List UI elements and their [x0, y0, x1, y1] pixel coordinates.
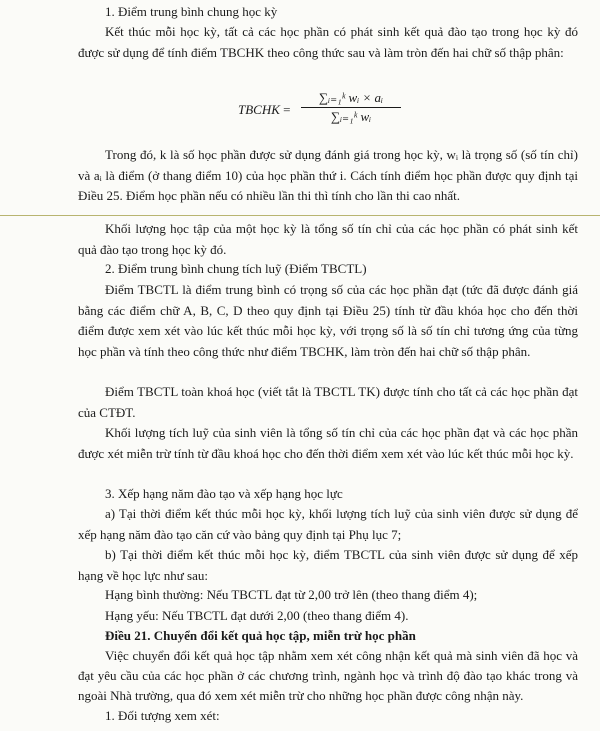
paragraph-khoi-luong-tich-luy: Khối lượng tích luỹ của sinh viên là tổng số tín chỉ của các học phần đạt và các học phần được xét miễn trừ tính từ đầu khoá học cho đến thời điểm xem xét vào lúc kết thúc mỗi học kỳ. — [78, 425, 578, 461]
heading-xep-hang: 3. Xếp hạng năm đào tạo và xếp hạng học lực — [105, 486, 343, 501]
formula-tbchk — [238, 90, 498, 130]
heading-dieu-21: Điều 21. Chuyển đổi kết quả học tập, miễn trừ học phần — [105, 628, 416, 643]
paragraph-tbctl-tk: Điểm TBCTL toàn khoá học (viết tắt là TBCTL TK) được tính cho tất cả các học phần đạt của CTĐT. — [78, 384, 578, 420]
heading-tbctl: 2. Điểm trung bình chung tích luỹ (Điểm TBCTL) — [105, 261, 367, 276]
heading-doi-tuong: 1. Đối tượng xem xét: — [105, 708, 220, 723]
paragraph-xep-hang-a: a) Tại thời điểm kết thúc mỗi học kỳ, khối lượng tích luỹ của sinh viên được sử dụng để xếp hạng năm đào tạo căn cứ vào bảng quy định tại Phụ lục 7; — [78, 506, 578, 542]
paragraph-tbchk-intro: Kết thúc mỗi học kỳ, tất cả các học phần có phát sinh kết quả đào tạo trong học kỳ đó được sử dụng để tính điểm TBCHK theo công thức sau và làm tròn đến hai chữ số thập phân: — [78, 24, 578, 60]
paragraph-tbctl-definition: Điểm TBCTL là điểm trung bình có trọng số của các học phần đạt (tức đã được đánh giá bằng các điểm chữ A, B, C, D theo quy định tại Điều 25) tính từ đầu khóa học cho đến thời điểm được xem xét vào lúc kết thúc mỗi học kỳ, với trọng số là số tín chỉ tương ứng của từng học phần và tính theo công thức như điểm TBCHK, làm tròn đến hai chữ số thập phân. — [78, 282, 578, 359]
formula-denominator: ∑ᵢ₌₁ᵏ wᵢ — [330, 109, 372, 124]
paragraph-hang-binh-thuong: Hạng bình thường: Nếu TBCTL đạt từ 2,00 trở lên (theo thang điểm 4); — [105, 587, 478, 602]
heading-tbchk: 1. Điểm trung bình chung học kỳ — [105, 4, 278, 19]
formula-fraction — [296, 90, 406, 125]
formula-lhs: TBCHK = — [238, 102, 291, 117]
scan-fold-line — [0, 215, 600, 216]
paragraph-hang-yeu: Hạng yếu: Nếu TBCTL đạt dưới 2,00 (theo thang điểm 4). — [105, 608, 409, 623]
formula-numerator: ∑ᵢ₌₁ᵏ wᵢ × aᵢ — [318, 90, 384, 105]
paragraph-xep-hang-b: b) Tại thời điểm kết thúc mỗi học kỳ, điểm TBCTL của sinh viên được sử dụng để xếp hạng về học lực như sau: — [78, 547, 578, 583]
paragraph-chuyen-doi: Việc chuyển đổi kết quả học tập nhằm xem xét công nhận kết quả mà sinh viên đã học và đạt yêu cầu của các học phần ở các chương trình, ngành học và trình độ đào tạo khác trong và ngoài Nhà trường, qua đó xem xét miễn trừ cho những học phần được công nhận này. — [78, 648, 578, 703]
paragraph-tbchk-explanation: Trong đó, k là số học phần được sử dụng đánh giá trong học kỳ, wᵢ là trọng số (số tín chỉ) và aᵢ là điểm (ở thang điểm 10) của học phần thứ i. Cách tính điểm học phần được quy định tại Điều 25. Điểm học phần nếu có nhiều lần thi thì tính cho lần thi cao nhất. — [78, 147, 578, 203]
paragraph-khoi-luong-hoc-tap: Khối lượng học tập của một học kỳ là tổng số tín chỉ của các học phần có phát sinh kết quả đào tạo trong học kỳ đó. — [78, 221, 578, 257]
